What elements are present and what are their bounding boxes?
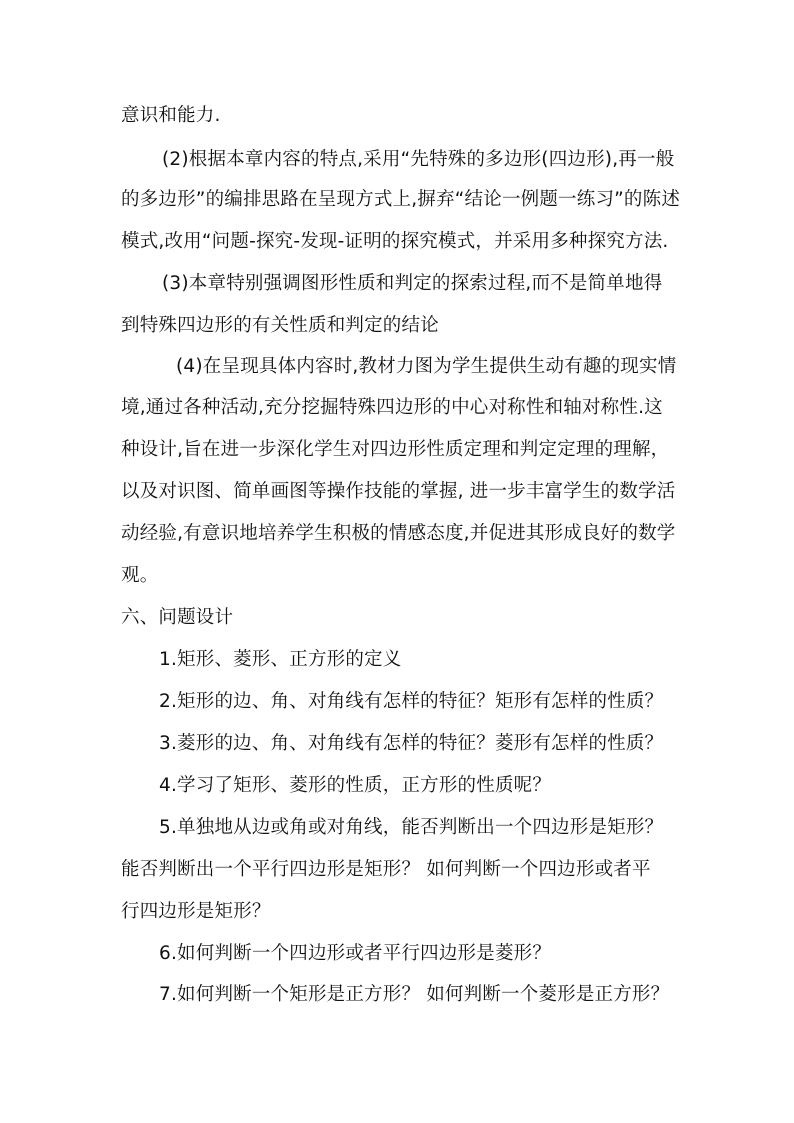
question-item-continuation: 行四边形是矩形？ (121, 901, 271, 922)
paragraph-line: 到特殊四边形的有关性质和判定的结论 (121, 315, 439, 336)
section-heading: 六、问题设计 (121, 607, 234, 628)
question-item-continuation: 能否判断出一个平行四边形是矩形？ 如何判断一个四边形或者平 (121, 859, 651, 880)
question-item: 3.菱形的边、角、对角线有怎样的特征？菱形有怎样的性质？ (159, 733, 664, 754)
paragraph-line: 模式,改用“问题-探究-发现-证明的探究模式，并采用多种探究方法. (121, 231, 669, 252)
question-item: 1.矩形、菱形、正方形的定义 (159, 649, 402, 670)
question-item: 4.学习了矩形、菱形的性质，正方形的性质呢？ (159, 775, 552, 796)
paragraph-line: 动经验,有意识地培养学生积极的情感态度,并促进其形成良好的数学 (121, 523, 676, 544)
question-item: 5.单独地从边或角或对角线，能否判断出一个四边形是矩形？ (159, 817, 664, 838)
paragraph-line: 的多边形”的编排思路在呈现方式上,摒弃“结论一例题一练习”的陈述 (121, 189, 681, 210)
paragraph-line: (4)在呈现具体内容时,教材力图为学生提供生动有趣的现实情 (176, 356, 677, 377)
paragraph-line: (3)本章特别强调图形性质和判定的探索过程,而不是简单地得 (162, 273, 663, 294)
paragraph-line: 境,通过各种活动,充分挖掘特殊四边形的中心对称性和轴对称性.这 (121, 397, 663, 418)
paragraph-line: 观。 (121, 565, 159, 586)
paragraph-line: 意识和能力. (121, 105, 221, 126)
question-item: 2.矩形的边、角、对角线有怎样的特征？矩形有怎样的性质？ (159, 691, 664, 712)
question-item: 7.如何判断一个矩形是正方形？ 如何判断一个菱形是正方形？ (159, 984, 670, 1005)
paragraph-line: 以及对识图、简单画图等操作技能的掌握, 进一步丰富学生的数学活 (121, 481, 676, 502)
paragraph-line: 种设计,旨在进一步深化学生对四边形性质定理和判定定理的理解， (121, 439, 670, 460)
question-item: 6.如何判断一个四边形或者平行四边形是菱形？ (159, 943, 552, 964)
paragraph-line: (2)根据本章内容的特点,采用“先特殊的多边形(四边形),再一般 (162, 149, 675, 170)
